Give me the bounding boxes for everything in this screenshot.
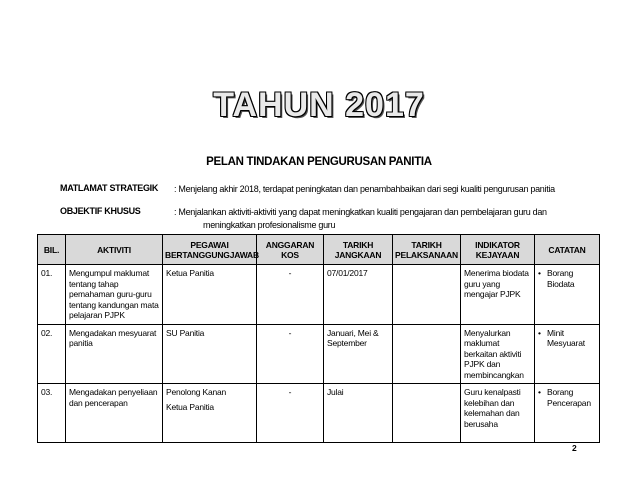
cell-pegawai [163, 324, 257, 384]
cell-tarikh-jangkaan: Julai [324, 384, 393, 443]
table-row [38, 265, 600, 325]
bullet-icon: • [538, 387, 541, 397]
table-header-row [38, 235, 600, 265]
cell-pegawai-line-1: Penolong Kanan [166, 387, 227, 397]
header-catatan: CATATAN [535, 235, 600, 265]
bullet-icon: • [538, 268, 541, 278]
header-aktiviti: AKTIVITI [66, 235, 163, 265]
cell-pegawai-line-1: Ketua Panitia [166, 268, 214, 278]
header-kos-line-1: ANGGARAN [265, 239, 315, 250]
cell-aktiviti: Mengadakan mesyuarat panitia [66, 324, 163, 384]
cell-bil: 02. [38, 324, 66, 384]
cell-pegawai-line-2: Ketua Panitia [166, 401, 214, 412]
objektif-value-line-1: : Menjalankan aktiviti-aktiviti yang dapat meningkatkan kualiti pengajaran dan pembelajaran guru dan [174, 207, 547, 217]
header-ik-line-1: INDIKATOR [475, 239, 520, 250]
cell-indikator: Guru kenalpasti kelebihan dan kelemahan dan berusaha [461, 384, 535, 443]
cell-catatan-text: Borang Biodata [547, 268, 575, 289]
header-bil: BIL. [38, 235, 66, 265]
objektif-value [174, 206, 594, 232]
cell-aktiviti: Mengadakan penyeliaan dan pencerapan [66, 384, 163, 443]
header-tarikh-jangkaan [324, 235, 393, 265]
header-ik-line-2: KEJAYAAN [475, 249, 520, 260]
objektif-label: OBJEKTIF KHUSUS [60, 206, 141, 216]
action-plan-table [37, 234, 600, 443]
header-tp-line-2: PELAKSANAAN [395, 249, 458, 260]
header-kos-line-2: KOS [281, 249, 299, 260]
cell-catatan-text: Borang Pencerapan [547, 387, 591, 408]
cell-kos: - [257, 265, 324, 325]
cell-kos: - [257, 324, 324, 384]
bullet-icon: • [538, 327, 541, 338]
header-kos [257, 235, 324, 265]
page-title: TAHUN 2017 [213, 86, 425, 124]
cell-tarikh-pelaksanaan [393, 265, 461, 325]
header-indikator [461, 235, 535, 265]
cell-tarikh-pelaksanaan [393, 384, 461, 443]
cell-kos: - [257, 384, 324, 443]
matlamat-label: MATLAMAT STRATEGIK [60, 183, 159, 193]
cell-catatan [535, 265, 600, 325]
cell-catatan-text: Minit Mesyuarat [547, 327, 585, 348]
header-pegawai-line-1: PEGAWAI [190, 239, 229, 250]
cell-aktiviti: Mengumpul maklumat tentang tahap pemahaman guru-guru tentang kandungan mata pelajaran PJPK [66, 265, 163, 325]
header-tj-line-1: TARIKH [342, 239, 374, 250]
header-tarikh-pelaksanaan [393, 235, 461, 265]
cell-pegawai [163, 265, 257, 325]
document-subtitle: PELAN TINDAKAN PENGURUSAN PANITIA [206, 156, 432, 168]
cell-pegawai-line-1: SU Panitia [166, 327, 205, 338]
cell-catatan [535, 384, 600, 443]
table-row [38, 384, 600, 443]
cell-catatan [535, 324, 600, 384]
cell-pegawai [163, 384, 257, 443]
header-tp-line-1: TARIKH [411, 239, 442, 250]
objektif-value-line-2: meningkatkan profesionalisme guru [203, 220, 336, 230]
cell-tarikh-jangkaan: 07/01/2017 [324, 265, 393, 325]
table-row [38, 324, 600, 384]
header-tj-line-2: JANGKAAN [334, 249, 382, 260]
page-number: 2 [572, 443, 577, 453]
header-pegawai-line-2: BERTANGGUNGJAWAB [165, 249, 259, 260]
cell-indikator: Menerima biodata guru yang mengajar PJPK [461, 265, 535, 325]
cell-bil: 01. [38, 265, 66, 325]
cell-bil: 03. [38, 384, 66, 443]
cell-indikator: Menyalurkan maklumat berkaitan aktiviti PJPK dan membincangkan [461, 324, 535, 384]
cell-tarikh-pelaksanaan [393, 324, 461, 384]
cell-tarikh-jangkaan: Januari, Mei & September [324, 324, 393, 384]
matlamat-value: : Menjelang akhir 2018, terdapat peningkatan dan penambahbaikan dari segi kualiti pengurusan panitia [174, 184, 555, 194]
header-pegawai [163, 235, 257, 265]
